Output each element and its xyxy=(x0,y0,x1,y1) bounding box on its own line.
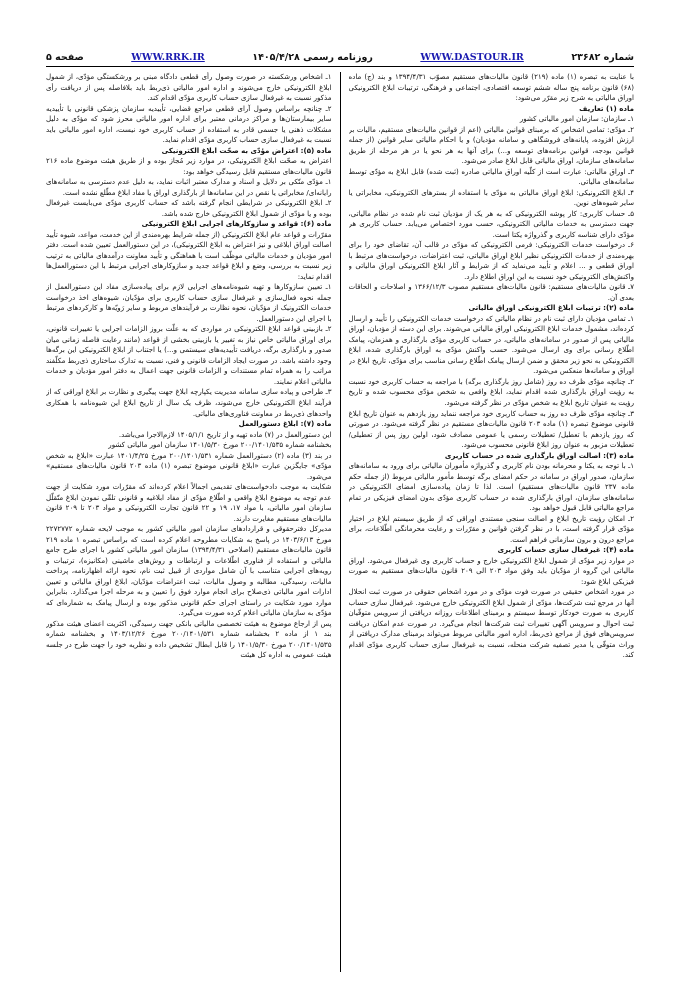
paragraph: ۳ـ اوراق مالیاتی: عبارت است از کلّیه اوراق مالیاتی صادره (ثبت شده) قابل ابلاغ به مؤدّی توسط سامانه‌های مالیاتی. xyxy=(348,166,634,187)
paragraph: ۷ـ قانون مالیات‌های مستقیم: قانون مالیات‌های مستقیم مصوب ۱۳۶۶/۱۲/۳ و اصلاحات و الحاقات بعدی آن. xyxy=(348,282,634,302)
paragraph: در بند (۳) ماده (۲) دستورالعمل شماره ۲۰۰/۱۴۰۱/۵۳۱ مورخ ۱۴۰۱/۴/۲۵ عبارت «ابلاغ به شخص مؤدّی» جایگزین عبارت «ابلاغ قانونی موضوع تبصره (۱) ماده ۲۰۳ قانون مالیات‌های مستقیم» می‌شود. xyxy=(46,450,332,481)
gazette-date: روزنامه رسمی ۱۴۰۵/۴/۲۸ xyxy=(252,51,373,63)
article-heading: ماده (۴): غیرفعال سازی حساب کاربری xyxy=(497,545,634,555)
paragraph: ۶ـ درخواست خدمات الکترونیکی: فرمی الکترونیکی که مؤدّی در قالب آن، تقاضای خود را برای بهره‌مندی از خدمات الکترونیکی نظیر ابلاغ اوراق مالیاتی، ثبت اعتراضات، درخواست‌های مرتبط با اوراق قطعی و ... اعلام و تأیید می‌نماید که از شرایط و آثار ابلاغ الکترونیکی اوراق مالیاتی و واکنش‌های الکترونیکی خود نسبت به این اوراق اطلاع دارد. xyxy=(348,240,634,281)
column-divider xyxy=(340,72,341,972)
paragraph: مدیرکل دفترحقوقی و قراردادهای سازمان امور مالیاتی کشور به موجب لایحه شماره ۲۲۷۲۷۷۲ مورخ ۱۴۰۳/۶/۱۳ در پاسخ به شکایات مطروحه اعلام کرده است که براساس تبصره ۱ ماده ۲۱۹ قانون مالیات‌های مستقیم (اصلاحی ۱۳۹۴/۴/۳۱) سازمان امور مالیاتی کشور با اجرای طرح جامع مالیاتی و استفاده از فناوری اطّلاعات و ارتباطات و روش‌های ماشینی (مکانیزه)، ترتیبات و رویه‌های اجرایی متناسب با آن شامل مواردی از قبیل ثبت نام، نحوه ارائه اظهارنامه، پرداخت مالیات، رسیدگی، مطالبه و وصول مالیات، ثبت اعتراضات مؤدّیان، ابلاغ اوراق مالیاتی و تعیین ادارات امور مالیاتی ذی‌صلاح برای انجام موارد فوق را تعیین و به مرحله اجرا می‌گذارد. بنابراین موارد مورد شکایت در راستای اجرای حکم قانونی مذکور بوده و ارسال پیامک به شماره‌ای که مؤدّی به سازمان مالیاتی اعلام کرده صورت می‌گیرد. xyxy=(46,524,332,618)
right-column xyxy=(349,72,635,972)
paragraph: ۱ـ مؤدّی متّکی بر دلایل و اسناد و مدارک معتبر اثبات نماید، به دلیل عدم دسترسی به سامانه‌های رایانه‌ای/ مخابراتی یا نقص در این سامانه‌ها از بارگذاری اوراق یا مفاد ابلاغ مطّلع نشده است. xyxy=(46,177,332,197)
rrk-link[interactable]: WWW.RRK.IR xyxy=(131,51,205,63)
paragraph: ۳ـ چنانچه مؤدّی ظرف ده روز به حساب کاربری خود مراجعه ننماید روز یازدهم به عنوان تاریخ ابلاغ قانونی موضوع تبصره (۱) ماده ۲۰۳ قانون مالیات‌های مستقیم در نظر گرفته می‌شود. در صورتی که روز یازدهم با تعطیل/ تعطیلات رسمی یا عمومی مصادف شود، اولین روز پس از تعطیلی/تعطیلات مزبور به عنوان روز ابلاغ قانونی محسوب می‌شود. xyxy=(348,408,634,450)
paragraph: شکایت به موجب دادخواست‌های تقدیمی اجمالاً اعلام کرده‌اند که مقرّرات مورد شکایت از جهت عدم توجه به موضوع ابلاغ واقعی و اطّلاع مؤدّی از مفاد ابلاغیه و قانونی تلقّی نمودن ابلاغ متّقلّل سازمان امور مالیاتی، با مواد ۱۷، ۱۹ و ۲۲ قانون تجارت الکترونیکی و مواد ۲۰۳ تا ۲۰۹ قانون مالیات‌های مستقیم مغایرت دارند. xyxy=(46,482,332,523)
article-heading: ماده (۷): ابلاغ دستورالعمل xyxy=(238,419,332,429)
header-rule xyxy=(46,66,634,67)
paragraph: ۵ـ حساب کاربری: کار پوشه الکترونیکی که به هر یک از مؤدیان ثبت نام شده در نظام مالیاتی، جهت دسترسی به خدمات مالیاتی الکترونیکی، حسب مورد اختصاص می‌یابد. حساب کاربری هر مؤدّی دارای شناسه کاربری و گذرواژه یکتا است. xyxy=(348,208,634,239)
paragraph: ۱ـ تعیین سازوکارها و تهیه شیوه‌نامه‌های اجرایی لازم برای پیاده‌سازی مفاد این دستورالعمل از جمله نحوه فعال‌سازی و غیرفعال سازی حساب کاربری برای مؤدّیان، شیوه‌های اخذ درخواست خدمات الکترونیک از مؤدّیان، نحوه نظارت بر فرآیندهای مربوط و سایر رَویّه‌ها و کارکردهای مرتبط با اجرای این دستورالعمل. xyxy=(46,282,332,323)
paragraph: ۲ـ بازبینی قواعد ابلاغ الکترونیکی در مواردی که به علّت بروز الزامات اجرایی یا تغییرات قانونی، برای اوراق مالیاتی خاص نیاز به تغییر یا بازبینی بخشی از قواعد (مانند رعایت فاصله زمانی میان صدور و بارگذاری برگه، دریافت تأییدیه‌های سیستمی و...) یا اجتناب از ابلاغ الکترونیکی این برگه‌ها وجود داشته باشد. در صورت ایجاد الزامات قانونی و فنی، نسبت به تدارک ساختاری ذی‌ربط مکلّفند مراتب را به همراه تمام مستندات و الزامات قانونی جهت اعمال به دفتر امور مؤدیان و خدمات مالیاتی اعلام نمایند. xyxy=(46,324,332,386)
article-heading: ماده (۶): قواعد و سازوکارهای اجرایی ابلاغ الکترونیکی xyxy=(141,219,332,229)
dastour-link[interactable]: WWW.DASTOUR.IR xyxy=(420,51,524,63)
article-heading: ماده (۲): ترتیبات ابلاغ الکترونیکی اوراق مالیاتی xyxy=(468,303,634,313)
text-columns xyxy=(46,72,634,972)
paragraph: ۲ـ ابلاغ الکترونیکی در شرایطی انجام گرفته باشد که حساب کاربری مؤدّی می‌بایست غیرفعال بوده و یا مؤدّی از شمول ابلاغ الکترونیکی خارج شده باشد. xyxy=(46,198,332,218)
paragraph: ۲ـ چنانچه براساس وصول آرای قطعی مراجع قضایی، تأییدیه سازمان پزشکی قانونی یا تأییدیه سایر بیمارستان‌ها و مراکز درمانی معتبر برای اداره امور مالیاتی محرز شود که مؤدّی به دلیل مشکلات ذهنی یا جسمی قادر به استفاده از حساب کاربری خود نیست، اداره امور مالیاتی باید نسبت به غیرفعال سازی حساب کاربری مؤدّی اقدام نماید. xyxy=(46,103,332,145)
paragraph: بخشنامه شماره ۲۰۰/۱۴۰۱/۵۳۵ مورخ ۱۴۰۱/۵/۳۰ سازمان امور مالیاتی کشور xyxy=(108,440,332,450)
paragraph: پس از ارجاع موضوع به هیئت تخصصی مالیاتی بانکی جهت رسیدگی، اکثریت اعضای هیئت مذکور بند ۱ از ماده ۲ بخشنامه شماره ۲۰۰/۱۴۰۱/۵۳۱ مورخ ۱۴۰۳/۱۲/۲۶ و بخشنامه شماره ۲۰۰/۱۴۰۱/۵۳۵ مورخ ۱۴۰۱/۵/۳۰ را قابل ابطال تشخیص داده و نظریه خود را جهت طرح در جلسه هیئت عمومی به اداره کل هیئت xyxy=(46,618,332,660)
paragraph: ۲ـ مؤدّی: تمامی اشخاص که برمبنای قوانین مالیاتی (اعم از قوانین مالیات‌های مستقیم، مالیات بر ارزش افزوده، پایانه‌های فروشگاهی و سامانه مؤدیان) و یا احکام مالیاتی سایر قوانین (از جمله قوانین بودجه، قوانین برنامه‌های توسعه و...) برای آنها به هر نحو یا در هر مرحله از طریق سامانه‌های سازمان، اوراق مالیاتی قابل ابلاغ صادر می‌شود. xyxy=(348,124,634,166)
paragraph: ۱ـ با توجه به یکتا و محرمانه بودن نام کاربری و گذرواژه مأموران مالیاتی برای ورود به سامانه‌های سازمان، صدور اوراق در سامانه در حکم امضای برگه توسط مأمور مالیاتی مربوط (از جمله حکم ماده ۲۳۷ قانون مالیات‌های مستقیم) است. لذا تا زمان پیاده‌سازی امضای الکترونیکی در سامانه‌های سازمان، اوراق بارگذاری شده در حساب کاربری مؤدّی بدون امضای فیزیکی در تمام مراجع مالیاتی قابل قبول خواهد بود. xyxy=(348,461,634,513)
paragraph: ۱ـ سازمان: سازمان امور مالیاتی کشور xyxy=(519,114,634,124)
paragraph: با عنایت به تبصره (۱) ماده (۲۱۹) قانون مالیات‌های مستقیم مصوّب ۱۳۹۴/۴/۳۱ و بند (ج) ماده (۶۸) قانون برنامه پنج ساله ششم توسعه اقتصادی، اجتماعی و فرهنگی، ترتیبات ابلاغ الکترونیکی اوراق مالیاتی به شرح زیر مقرّر می‌شود: xyxy=(348,72,634,103)
paragraph: ۴ـ ابلاغ الکترونیکی: ابلاغ اوراق مالیاتی به مؤدّی با استفاده از بسترهای الکترونیکی، مخابراتی یا سایر شیوه‌های نوین. xyxy=(348,187,634,208)
paragraph: ۱ـ اشخاص ورشکسته در صورت وصول رأی قطعی دادگاه مبنی بر ورشکستگی مؤدّی، از شمول ابلاغ الکترونیکی خارج می‌شوند و اداره امور مالیاتی ذی‌ربط باید بلافاصله پس از دریافت رأی مذکور نسبت به غیرفعال سازی حساب کاربری مؤدّی اقدام کند. xyxy=(46,72,332,103)
paragraph: در موارد زیر مؤدّی از شمول ابلاغ الکترونیکی خارج و حساب کاربری وی غیرفعال می‌شود. اوراق مالیاتی این گروه از مؤدّیان باید وفق مواد ۲۰۳ الی ۲۰۹ قانون مالیات‌های مستقیم به صورت فیزیکی ابلاغ شود: xyxy=(348,555,634,586)
paragraph: در مورد اشخاص حقیقی در صورت فوت مؤدّی و در مورد اشخاص حقوقی در صورت ثبت انحلال آنها در مرجع ثبت شرکت‌ها، مؤدّی از شمول ابلاغ الکترونیکی خارج می‌شود. غیرفعال سازی حساب کاربری به صورت خودکار توسط سیستم و برمبنای اطلاعات روزانه دریافتی از سرویس متوفّیان ثبت احوال و سرویس آگهی تغییرات ثبت شرکت‌ها انجام می‌گیرد. در صورت عدم امکان دریافت سرویس‌های فوق از مراجع ذی‌ربط، اداره امور مالیاتی مربوط می‌تواند برمبنای مدارک دریافتی از وراث متوفّی یا مدیر تصفیه شرکت منحله، نسبت به غیرفعال سازی حساب کاربری مؤدّی اقدام کند. xyxy=(348,587,634,660)
article-heading: ماده (۱) تعاریف xyxy=(579,103,634,113)
paragraph: ۳ـ طراحی و پیاده سازی سامانه مدیریت یکپارچه ابلاغ جهت پیگیری و نظارت بر ابلاغ اوراقی که از فرآیند ابلاغ الکترونیکی خارج می‌شوند، ظرف یک سال از تاریخ ابلاغ این شیوه‌نامه با همکاری واحدهای ذی‌ربط در معاونت فناوری‌های مالیاتی. xyxy=(46,387,332,418)
paragraph: ۲ـ امکان رؤیت تاریخ ابلاغ و اصالت سنجی مستندی اوراقی که از طریق سیستم ابلاغ در اختیار مؤدّی قرار گرفته است، با در نظر گرفتن قوانین و مقرّرات و رعایت محرمانگی اطّلاعات، برای مراجع درون و برون سازمانی فراهم است. xyxy=(348,513,634,544)
page-header xyxy=(46,48,634,66)
issue-number: شماره ۲۳۶۸۲ xyxy=(571,51,634,63)
paragraph: ۲ـ چنانچه مؤدّی ظرف ده روز (شامل روز بارگذاری برگه) با مراجعه به حساب کاربری خود نسبت به رؤیت اوراق بارگذاری شده اقدام نماید، ابلاغ واقعی به شخص مؤدّی محسوب شده و تاریخ رؤیت به عنوان تاریخ ابلاغ به شخص مؤدّی در نظر گرفته می‌شود. xyxy=(348,376,634,407)
paragraph: ۱ـ تمامی مؤدیان دارای ثبت نام در نظام مالیاتی که درخواست خدمات الکترونیکی را تأیید و ارسال کرده‌اند، مشمول خدمات ابلاغ الکترونیکی اوراق مالیاتی می‌شوند. برای این دسته از مؤدیان، اوراق مالیاتی پس از صدور در سامانه‌های مالیاتی، در حساب کاربری مؤدّی بارگذاری و همزمان، پیامک اطّلاع رسانی برای وی ارسال می‌شود. حسب واکنش مؤدّی به اوراق بارگذاری شده، ابلاغ الکترونیکی به نحو زیر محقق و ضمن ارسال پیامک اطّلاع رسانی مناسب برای مؤدّی، تاریخ ابلاغ در اوراق و سامانه‌ها منعکس می‌شود. xyxy=(348,313,634,376)
article-heading: ماده (۳): اصالت اوراق بارگذاری شده در حساب کاربری xyxy=(444,450,634,460)
paragraph: مقرّرات و قواعد عام ابلاغ الکترونیکی (از جمله شرایط بهره‌مندی از این خدمت، مواعد، شیوه تأیید اصالت اوراق ابلاغی و نیز اعتراض به ابلاغ الکترونیکی)، در این دستورالعمل تعیین شده است. دفتر امور مؤدیان و خدمات مالیاتی موظّف است با هماهنگی و تأیید معاونت درآمدهای مالیاتی به ترتیب زیر نسبت به بررسی، وضع و ابلاغ قواعد جدید و سازوکارهای اجرایی مرتبط با این دستورالعمل‌ها اقدام نماید: xyxy=(46,229,332,281)
paragraph: این دستورالعمل در (۷) ماده تهیه و از تاریخ ۱۴۰۵/۱/۱ لازم‌الاجرا می‌باشد. xyxy=(118,429,332,439)
page-number: صفحه ۵ xyxy=(46,51,84,63)
article-heading: ماده (۵): اعتراض مؤدّی به صحّت ابلاغ الکترونیکی xyxy=(161,145,332,155)
left-column xyxy=(46,72,332,972)
paragraph: اعتراض به صحّت ابلاغ الکترونیکی، در موارد زیر مُجاز بوده و از طریق هیئت موضوع ماده ۲۱۶ قانون مالیات‌های مستقیم قابل رسیدگی خواهد بود: xyxy=(46,156,332,176)
